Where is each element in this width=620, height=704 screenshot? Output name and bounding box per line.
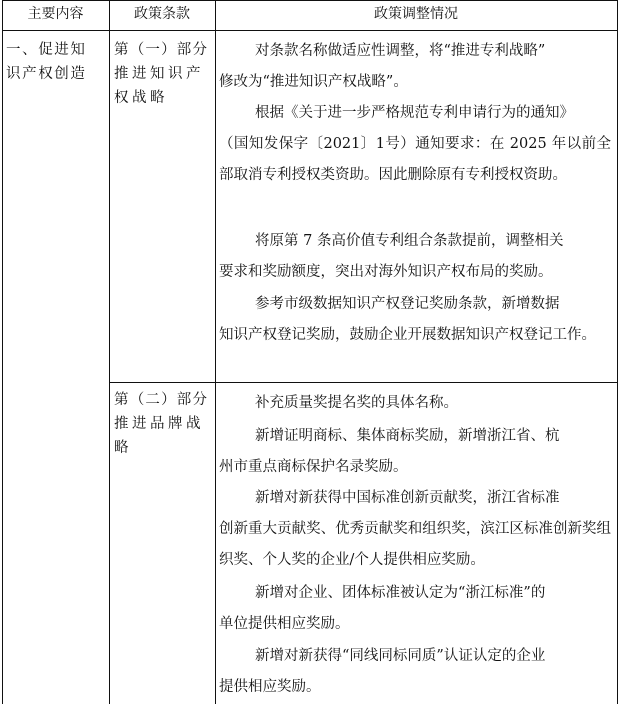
paragraph-continuation: 创新重大贡献奖、优秀贡献奖和组织奖，滨江区标准创新奖组织奖、个人奖的企业/个人提供相应奖励。 bbox=[219, 521, 611, 568]
adjustment-paragraph bbox=[219, 289, 611, 351]
paragraph-continuation: 修改为“推进知识产权战略”。 bbox=[219, 74, 408, 90]
main-content-line: 识产权创造 bbox=[6, 66, 87, 82]
adjustment-paragraph bbox=[219, 421, 611, 483]
column-divider-1 bbox=[109, 0, 110, 704]
paragraph-continuation: （国知发保字〔2021〕1号）通知要求：在 2025 年以前全部取消专利授权类资助。因此删除原有专利授权资助。 bbox=[219, 136, 611, 183]
paragraph-first-line: 对条款名称做适应性调整，将“推进专利战略” bbox=[255, 43, 546, 59]
paragraph-continuation: 要求和奖励额度，突出对海外知识产权布局的奖励。 bbox=[219, 264, 553, 280]
table-right-border bbox=[617, 0, 618, 704]
clause-line: 第（二）部分 bbox=[114, 392, 209, 408]
adjustment-paragraph bbox=[219, 641, 611, 703]
paragraph-continuation: 单位提供相应奖励。 bbox=[219, 616, 350, 632]
adjustment-paragraph bbox=[219, 36, 611, 98]
clause-line: 第（一）部分 bbox=[114, 42, 209, 58]
paragraph-first-line: 新增证明商标、集体商标奖励，新增浙江省、杭 bbox=[255, 428, 560, 444]
paragraph-first-line: 新增对新获得“同线同标同质”认证认定的企业 bbox=[255, 648, 546, 664]
clause-cell-1 bbox=[114, 38, 212, 110]
adjustment-paragraph bbox=[219, 98, 611, 191]
adjustment-paragraph bbox=[219, 226, 611, 288]
adjustment-paragraph bbox=[219, 388, 611, 419]
adjustment-paragraph bbox=[219, 483, 611, 576]
paragraph-first-line: 参考市级数据知识产权登记奖励条款，新增数据 bbox=[255, 296, 560, 312]
main-content-cell bbox=[6, 38, 106, 86]
paragraph-first-line: 将原第 7 条高价值专利组合条款提前，调整相关 bbox=[255, 233, 564, 249]
paragraph-first-line: 根据《关于进一步严格规范专利申请行为的通知》 bbox=[255, 105, 574, 121]
header-adjustment: 政策调整情况 bbox=[374, 6, 458, 22]
table-left-border bbox=[2, 0, 3, 704]
main-content-line: 一、促进知 bbox=[6, 42, 87, 58]
header-main-content: 主要内容 bbox=[27, 6, 84, 22]
clause-line: 权战略 bbox=[114, 90, 168, 106]
paragraph-continuation: 提供相应奖励。 bbox=[219, 679, 321, 695]
clause-line: 推进品牌战 bbox=[114, 416, 204, 432]
adjustment-paragraph bbox=[219, 578, 611, 640]
clause-cell-2 bbox=[114, 388, 212, 460]
clause-divider bbox=[109, 382, 618, 383]
header-divider bbox=[2, 30, 618, 31]
clause-line: 略 bbox=[114, 440, 132, 456]
column-divider-2 bbox=[215, 0, 216, 704]
paragraph-continuation: 州市重点商标保护名录奖励。 bbox=[219, 459, 408, 475]
clause-line: 推进知识产 bbox=[114, 66, 204, 82]
paragraph-first-line: 补充质量奖提名奖的具体名称。 bbox=[255, 395, 458, 411]
header-policy-clause: 政策条款 bbox=[134, 6, 190, 22]
paragraph-first-line: 新增对新获得中国标准创新贡献奖，浙江省标准 bbox=[255, 490, 560, 506]
paragraph-first-line: 新增对企业、团体标准被认定为“浙江标准”的 bbox=[255, 585, 546, 601]
paragraph-continuation: 知识产权登记奖励，鼓励企业开展数据知识产权登记工作。 bbox=[219, 327, 596, 343]
